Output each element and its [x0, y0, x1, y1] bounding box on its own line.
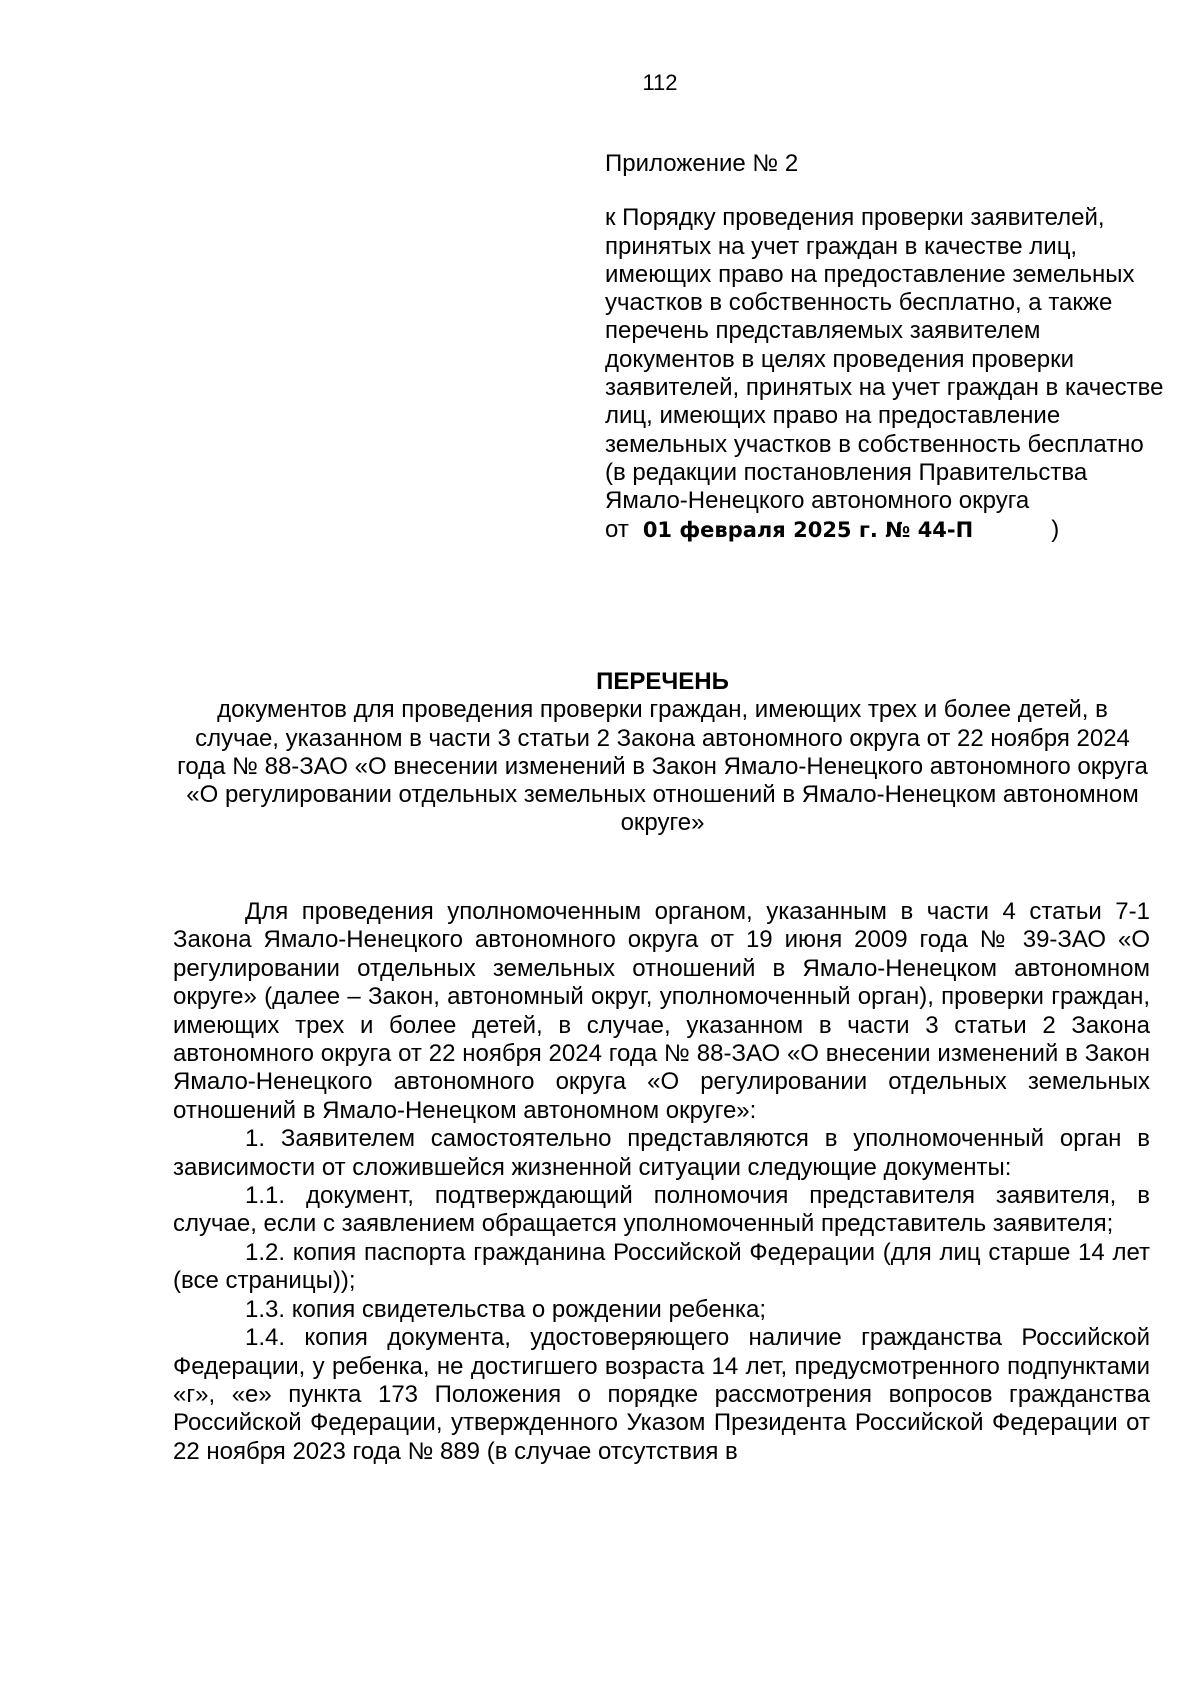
heading-subtitle: документов для проведения проверки граждан, имеющих трех и более детей, в случае, указанном в части 3 статьи 2 Закона автономного округа от 22 ноября 2024 года № 88-ЗАО «О внесении изменений в Закон Ямало-Ненецкого автономного округа «О регулировании отдельных земельных отношений в Ямало-Ненецком автономном округе» — [177, 696, 1148, 837]
document-heading — [175, 668, 1150, 838]
heading-title: ПЕРЕЧЕНЬ — [596, 668, 729, 695]
amendment-close: ) — [1051, 515, 1060, 543]
amendment-date: 01 февраля 2025 г. № 44-П — [642, 517, 974, 542]
paragraph-item-1-2: 1.2. копия паспорта гражданина Российской Федерации (для лиц старше 14 лет (все страницы)); — [173, 1238, 1150, 1295]
paragraph-item-1-4: 1.4. копия документа, удостоверяющего наличие гражданства Российской Федерации, у ребенка, не достигшего возраста 14 лет, предусмотренного подпунктами «г», «е» пункта 173 Положения о порядке рассмотрения вопросов гражданства Российской Федерации, утвержденного Указом Президента Российской Федерации от 22 ноября 2023 года № 889 (в случае отсутствия в — [173, 1324, 1150, 1465]
appendix-block — [605, 150, 1165, 544]
paragraph-item-1-1: 1.1. документ, подтверждающий полномочия представителя заявителя, в случае, если с заявлением обращается уполномоченный представитель заявителя; — [173, 1182, 1150, 1238]
document-body — [173, 898, 1150, 1466]
paragraph-item-1: 1. Заявителем самостоятельно представляются в уполномоченный орган в зависимости от сложившейся жизненной ситуации следующие документы: — [173, 1125, 1150, 1181]
amendment-prefix: от — [605, 515, 629, 543]
paragraph-intro: Для проведения уполномоченным органом, указанным в части 4 статьи 7-1 Закона Ямало-Ненецкого автономного округа от 19 июня 2009 года № 39-ЗАО «О регулировании отдельных земельных отношений в Ямало-Ненецком автономном округе» (далее – Закон, автономный округ, уполномоченный орган), проверки граждан, имеющих трех и более детей, в случае, указанном в части 3 статьи 2 Закона автономного округа от 22 ноября 2024 года № 88-ЗАО «О внесении изменений в Закон Ямало-Ненецкого автономного округа «О регулировании отдельных земельных отношений в Ямало-Ненецком автономном округе»: — [173, 898, 1150, 1124]
appendix-text: к Порядку проведения проверки заявителей, принятых на учет граждан в качестве лиц, имеющих право на предоставление земельных участков в собственность бесплатно, а также перечень представляемых заявителем документов в целях проведения проверки заявителей, принятых на учет граждан в качестве лиц, имеющих право на предоставление земельных участков в собственность бесплатно — [605, 204, 1164, 458]
appendix-title: Приложение № 2 — [605, 150, 799, 177]
amendment-date-line — [605, 516, 1165, 544]
paragraph-item-1-3: 1.3. копия свидетельства о рождении ребенка; — [245, 1295, 766, 1323]
amendment-note: (в редакции постановления Правительства Ямало-Ненецкого автономного округа — [605, 458, 1088, 515]
page-number: 112 — [642, 70, 678, 95]
